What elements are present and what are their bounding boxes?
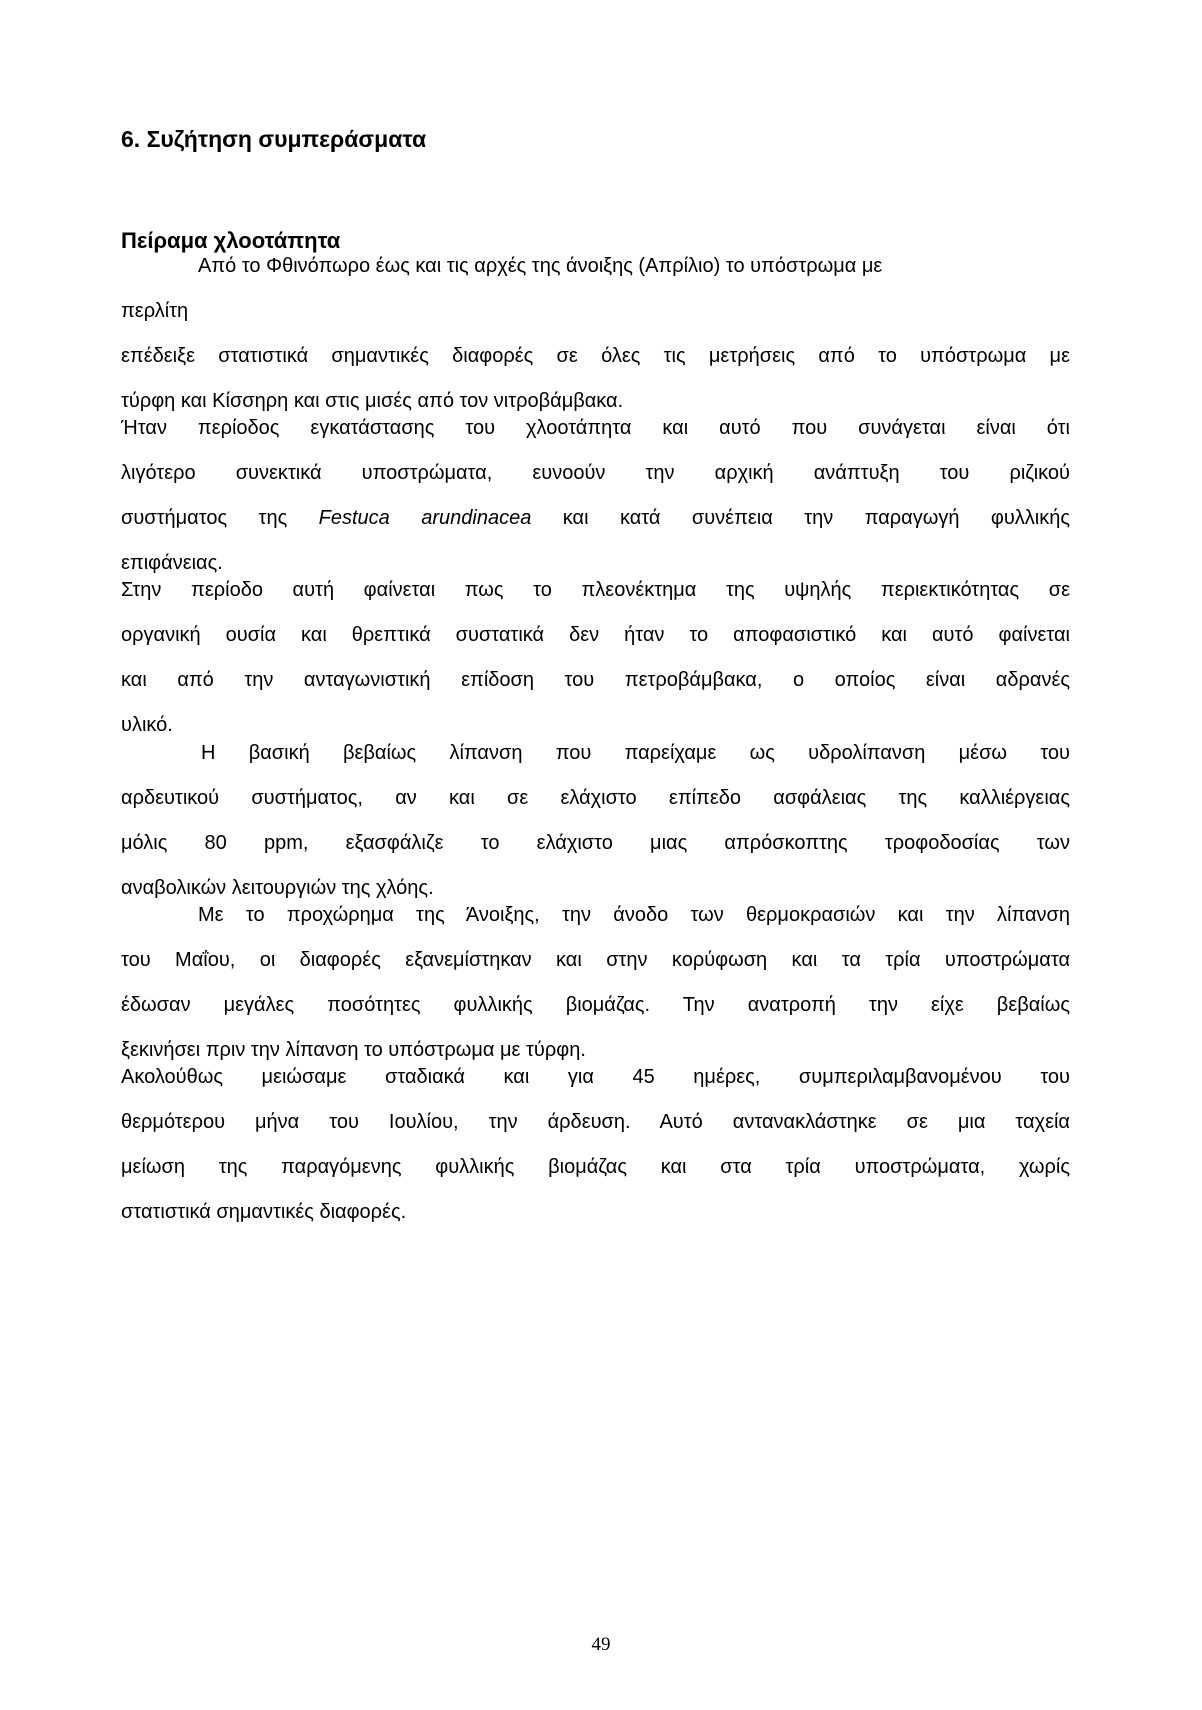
text-line: Ήταν περίοδος εγκατάστασης του χλοοτάπητα και αυτό που συνάγεται είναι ότι <box>121 417 1070 439</box>
text-line: αναβολικών λειτουργιών της χλόης. <box>121 877 434 899</box>
text-line: επιφάνειας. <box>121 552 223 574</box>
body-text-block-1 <box>121 244 1070 424</box>
text-segment: και κατά συνέπεια την παραγωγή φυλλικής <box>562 507 1070 529</box>
text-line: αρδευτικού συστήματος, αν και σε ελάχιστο επίπεδο ασφάλειας της καλλιέργειας <box>121 787 1070 809</box>
text-line: ξεκινήσει πριν την λίπανση το υπόστρωμα με τύρφη. <box>121 1039 586 1061</box>
text-segment: συστήματος της <box>121 507 288 529</box>
body-text-block-2 <box>121 406 1070 586</box>
text-line: λιγότερο συνεκτικά υποστρώματα, ευνοούν την αρχική ανάπτυξη του ριζικού <box>121 462 1070 484</box>
text-line: μείωση της παραγόμενης φυλλικής βιομάζας και στα τρία υποστρώματα, χωρίς <box>121 1156 1070 1178</box>
text-line: έδωσαν μεγάλες ποσότητες φυλλικής βιομάζας. Την ανατροπή την είχε βεβαίως <box>121 994 1070 1016</box>
text-line: στατιστικά σημαντικές διαφορές. <box>121 1201 407 1223</box>
text-line <box>121 496 1070 541</box>
species-name: Festuca arundinacea <box>318 507 532 529</box>
text-line: οργανική ουσία και θρεπτικά συστατικά δεν ήταν το αποφασιστικό και αυτό φαίνεται <box>121 624 1070 646</box>
body-text-block-6 <box>121 1055 1070 1235</box>
text-line: του Μαΐου, οι διαφορές εξανεμίστηκαν και στην κορύφωση και τα τρία υποστρώματα <box>121 949 1070 971</box>
subsection-title: Πείραμα χλοοτάπητα <box>121 228 341 253</box>
text-line: μόλις 80 ppm, εξασφάλιζε το ελάχιστο μιας απρόσκοπτης τροφοδοσίας των <box>121 832 1070 854</box>
text-line: επέδειξε στατιστικά σημαντικές διαφορές σε όλες τις μετρήσεις από το υπόστρωμα με <box>121 345 1070 367</box>
text-line: τύρφη και Κίσσηρη και στις μισές από τον νιτροβάμβακα. <box>121 390 624 412</box>
body-text-block-4 <box>121 731 1070 911</box>
text-line: Ακολούθως μειώσαμε σταδιακά και για 45 ημέρες, συμπεριλαμβανομένου του <box>121 1066 1070 1088</box>
text-line: Η βασική βεβαίως λίπανση που παρείχαμε ως υδρολίπανση μέσω του <box>201 742 1070 764</box>
page-number: 49 <box>591 1634 611 1655</box>
body-text-block-3 <box>121 568 1070 748</box>
body-text-block-5 <box>121 893 1070 1073</box>
text-line: και από την ανταγωνιστική επίδοση του πετροβάμβακα, ο οποίος είναι αδρανές <box>121 669 1070 691</box>
section-title: 6. Συζήτηση συμπεράσματα <box>121 126 427 152</box>
text-line: Στην περίοδο αυτή φαίνεται πως το πλεονέκτημα της υψηλής περιεκτικότητας σε <box>121 579 1070 601</box>
text-line: Από το Φθινόπωρο έως και τις αρχές της άνοιξης (Απρίλιο) το υπόστρωμα με <box>198 255 883 277</box>
text-line: υλικό. <box>121 714 173 736</box>
text-line: περλίτη <box>121 300 189 322</box>
text-line: θερμότερου μήνα του Ιουλίου, την άρδευση. Αυτό αντανακλάστηκε σε μια ταχεία <box>121 1111 1070 1133</box>
text-line: Με το προχώρημα της Άνοιξης, την άνοδο των θερμοκρασιών και την λίπανση <box>198 904 1070 926</box>
